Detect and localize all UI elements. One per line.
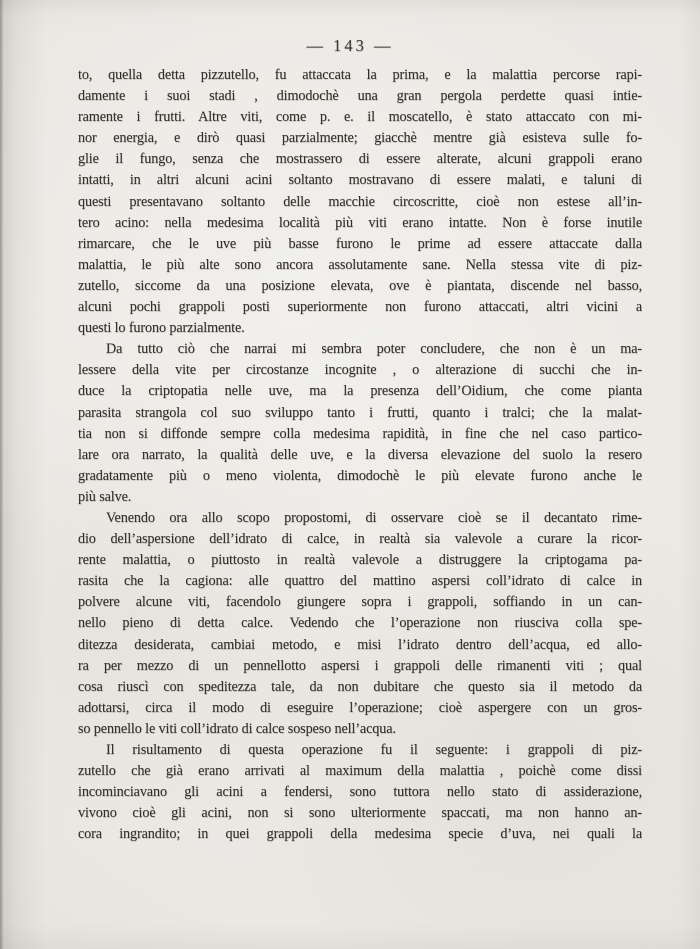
text-line: cora ingrandito; in quei grappoli della medesima specie d’uva, nei quali la: [78, 826, 642, 843]
text-line: dio dell’aspersione dell’idrato di calce, in realtà sia valevole a curare la ricor-: [78, 531, 642, 548]
page-edge-line: [0, 0, 3, 949]
text-line: zutello, siccome da una posizione elevata, ove è piantata, discende nel basso,: [78, 277, 642, 294]
text-line: duce la criptopatia nelle uve, ma la presenza dell’Oidium, che come pianta: [78, 383, 642, 400]
text-line: malattia, le più alte sono ancora assolutamente sane. Nella stessa vite di piz-: [78, 256, 642, 273]
text-line: zutello che già erano arrivati al maximum della malattia , poichè come dissi: [78, 763, 642, 780]
text-line: questi lo furono parzialmente.: [78, 320, 245, 337]
text-line: adottarsi, circa il modo di eseguire l’operazione; cioè aspergere con un gros-: [78, 699, 642, 716]
text-line: nor energia, e dirò quasi parzialmente; giacchè mentre già esisteva sulle fo-: [78, 130, 642, 147]
text-line: vivono cioè gli acini, non si sono ulteriormente spaccati, ma non hanno an-: [78, 805, 642, 822]
text-line: cosa riuscì con speditezza tale, da non dubitare che questo sia il metodo da: [78, 678, 642, 695]
text-line: parasita strangola col suo sviluppo tanto i frutti, quanto i tralci; che la malat-: [78, 404, 642, 421]
text-line: ramente i frutti. Altre viti, come p. e. il moscatello, è stato attaccato con mi-: [78, 109, 642, 126]
paragraph: [78, 339, 642, 508]
text-line: Venendo ora allo scopo propostomi, di osservare cioè se il decantato rime-: [106, 509, 642, 526]
text-line: ditezza desiderata, cambiai metodo, e misi l’idrato dentro dell’acqua, ed allo-: [78, 636, 642, 653]
text-line: questi presentavano soltanto delle macchie circoscritte, cioè non estese all’in-: [78, 193, 642, 210]
text-line: rimarcare, che le uve più basse furono le prime ad essere attaccate dalla: [78, 235, 642, 252]
paragraph: [78, 65, 642, 339]
text-line: glie il fungo, senza che mostrassero di essere alterate, alcuni grappoli erano: [78, 151, 642, 168]
text-line: polvere alcune viti, facendolo giungere sopra i grappoli, soffiando in un can-: [78, 594, 642, 611]
text-line: lare ora narrato, la qualità delle uve, e la diversa elevazione del suolo la resero: [78, 446, 642, 463]
page-gutter-shadow: [0, 0, 46, 949]
text-line: gradatamente più o meno violenta, dimodochè le più elevate furono anche le: [78, 467, 642, 484]
text-line: più salve.: [78, 488, 132, 505]
text-line: Da tutto ciò che narrai mi sembra poter concludere, che non è un ma-: [106, 341, 642, 358]
text-line: alcuni pochi grappoli posti superiormente non furono attaccati, altri vicini a: [78, 299, 642, 316]
text-line: nello pieno di detta calce. Vedendo che l’operazione non riusciva colla spe-: [78, 615, 642, 632]
text-line: intatti, in altri alcuni acini soltanto mostravano di essere malati, e taluni di: [78, 172, 642, 189]
paragraph: [78, 508, 642, 740]
paragraph: [78, 740, 642, 845]
text-line: rasita che la cagiona: alle quattro del mattino aspersi coll’idrato di calce in: [78, 573, 642, 590]
text-line: lessere della vite per circostanze incognite , o alterazione di succhi che in-: [78, 362, 642, 379]
page-text-block: [78, 65, 642, 845]
text-line: so pennello le viti coll’idrato di calce sospeso nell’acqua.: [78, 720, 396, 737]
text-line: ra per mezzo di un pennellotto aspersi i grappoli delle rimanenti viti ; qual: [78, 657, 642, 674]
text-line: rente malattia, o piuttosto in realtà valevole a distruggere la criptogama pa-: [78, 552, 642, 569]
text-line: tia non si diffonde sempre colla medesima rapidità, in fine che nel caso partico-: [78, 425, 642, 442]
text-line: damente i suoi stadi , dimodochè una gran pergola perdette quasi intie-: [78, 88, 642, 105]
text-line: to, quella detta pizzutello, fu attaccata la prima, e la malattia percorse rapi-: [78, 67, 642, 83]
page-number: — 143 —: [306, 36, 394, 55]
text-line: incominciavano gli acini a fendersi, sono tuttora nello stato di assiderazione,: [78, 784, 642, 801]
text-line: Il risultamento di questa operazione fu il seguente: i grappoli di piz-: [106, 742, 642, 758]
text-line: tero acino: nella medesima località più viti erano intatte. Non è forse inutile: [78, 214, 642, 231]
